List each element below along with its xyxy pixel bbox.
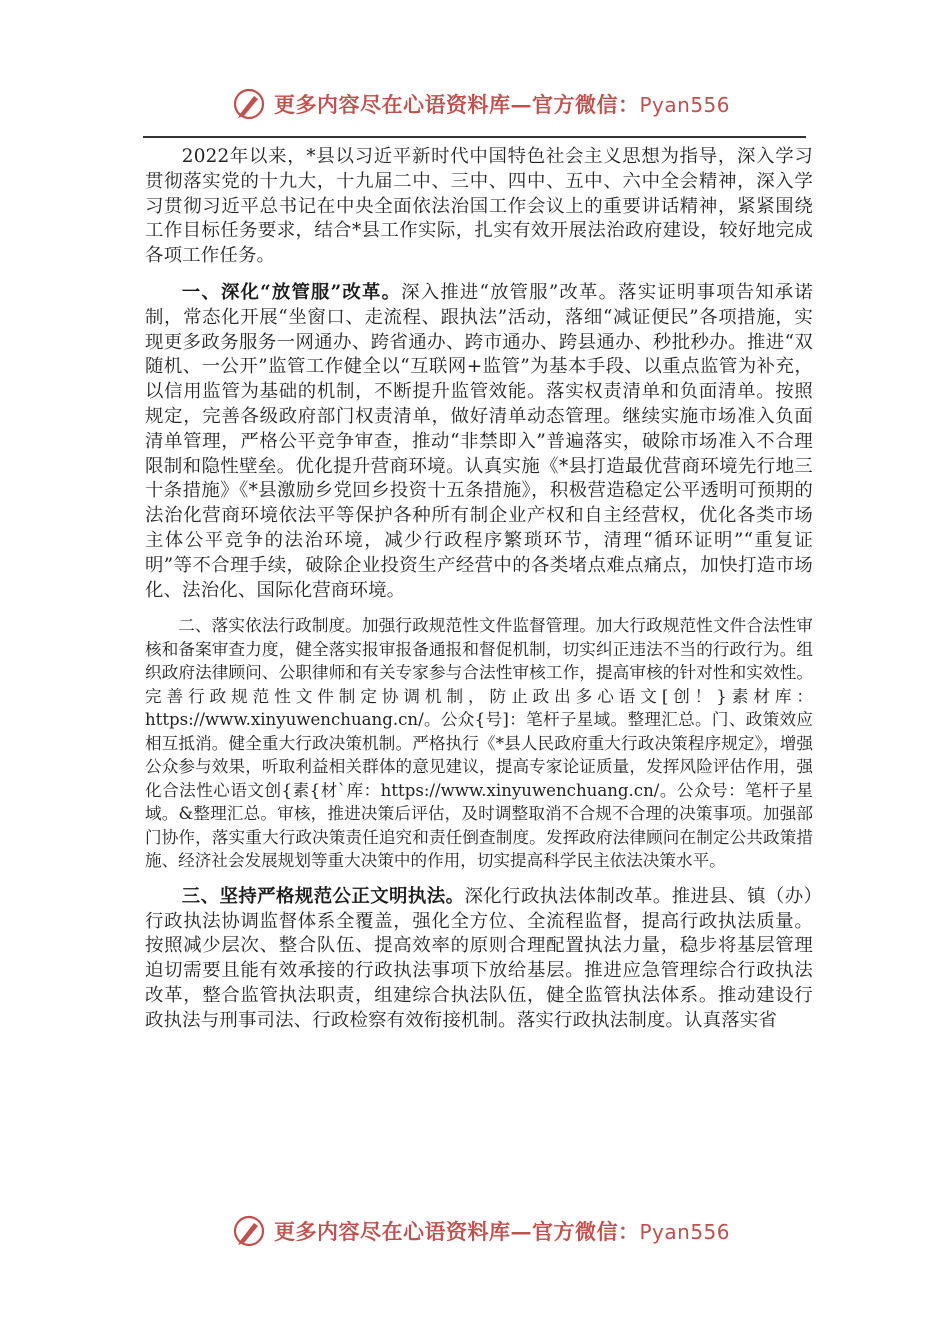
pen-logo-icon: [232, 1214, 266, 1248]
document-body: [145, 145, 813, 1034]
section-1-heading: 一、深化“放管服”改革。: [181, 281, 402, 303]
banner-text: 更多内容尽在心语资料库—官方微信：Pyan556: [274, 1219, 731, 1244]
pen-logo-icon: [232, 87, 266, 121]
wechat-id: Pyan556: [639, 1220, 731, 1244]
banner-text: 更多内容尽在心语资料库—官方微信：Pyan556: [274, 92, 731, 117]
header-divider: [143, 136, 806, 138]
wechat-id: Pyan556: [639, 93, 731, 117]
section-1-paragraph: 一、深化“放管服”改革。深入推进“放管服”改革。落实证明事项告知承诺制，常态化开展“坐窗口、走流程、跟执法”活动，落细“减证便民”各项措施，实现更多政务服务一网通办、跨省通办、跨市通办、跨县通办、秒批秒办。推进“双随机、一公开”监管工作健全以“互联网+监管”为基本手段、以重点监管为补充，以信用监管为基础的机制，不断提升监管效能。落实权责清单和负面清单。按照规定，完善各级政府部门权责清单，做好清单动态管理。继续实施市场准入负面清单管理，严格公平竞争审查，推动“非禁即入”普遍落实，破除市场准入不合理限制和隐性壁垒。优化提升营商环境。认真实施《*县打造最优营商环境先行地三十条措施》《*县激励乡党回乡投资十五条措施》，积极营造稳定公平透明可预期的法治化营商环境依法平等保护各种所有制企业产权和自主经营权，优化各类市场主体公平竞争的法治环境，减少行政程序繁琐环节，清理“循环证明”“重复证明”等不合理手续，破除企业投资生产经营中的各类堵点难点痛点，加快打造市场化、法治化、国际化营商环境。: [145, 281, 813, 601]
section-3-paragraph: 三、坚持严格规范公正文明执法。深化行政执法体制改革。推进县、镇（办）行政执法协调监督体系全覆盖，强化全方位、全流程监督，提高行政执法质量。按照减少层次、整合队伍、提高效率的原则合理配置执法力量，稳步将基层管理迫切需要且能有效承接的行政执法事项下放给基层。推进应急管理综合行政执法改革，整合监管执法职责，组建综合执法队伍，健全监管执法体系。推动建设行政执法与刑事司法、行政检察有效衔接机制。落实行政执法制度。认真落实省: [145, 885, 813, 1031]
section-3-heading: 三、坚持严格规范公正文明执法。: [181, 885, 465, 907]
section-2-paragraph: 二、落实依法行政制度。加强行政规范性文件监督管理。加大行政规范性文件合法性审核和备案审查力度，健全落实报审报备通报和督促机制，切实纠正违法不当的行政行为。组织政府法律顾问、公职律师和有关专家参与合法性审核工作，提高审核的针对性和实效性。完善行政规范性文件制定协调机制，防止政出多心语文[创！}素材库：https://www.xinyuwenchuang.cn/。公众{号]：笔杆子星域。整理汇总。门、政策效应相互抵消。健全重大行政决策机制。严格执行《*县人民政府重大行政决策程序规定》，增强公众参与效果，听取利益相关群体的意见建议，提高专家论证质量，发挥风险评估作用，强化合法性心语文创{素{材`库：https://www.xinyuwenchuang.cn/。公众号：笔杆子星域。&整理汇总。审核，推进决策后评估，及时调整取消不合规不合理的决策事项。加强部门协作，落实重大行政决策责任追究和责任倒查制度。发挥政府法律顾问在制定公共政策措施、经济社会发展规划等重大决策中的作用，切实提高科学民主依法决策水平。: [145, 616, 813, 871]
intro-paragraph: 2022年以来，*县以习近平新时代中国特色社会主义思想为指导，深入学习贯彻落实党的十九大，十九届二中、三中、四中、五中、六中全会精神，深入学习贯彻习近平总书记在中央全面依法治国工作会议上的重要讲话精神，紧紧围绕工作目标任务要求，结合*县工作实际，扎实有效开展法治政府建设，较好地完成各项工作任务。: [145, 146, 813, 267]
header-banner: [232, 84, 752, 124]
footer-banner: [232, 1211, 752, 1251]
